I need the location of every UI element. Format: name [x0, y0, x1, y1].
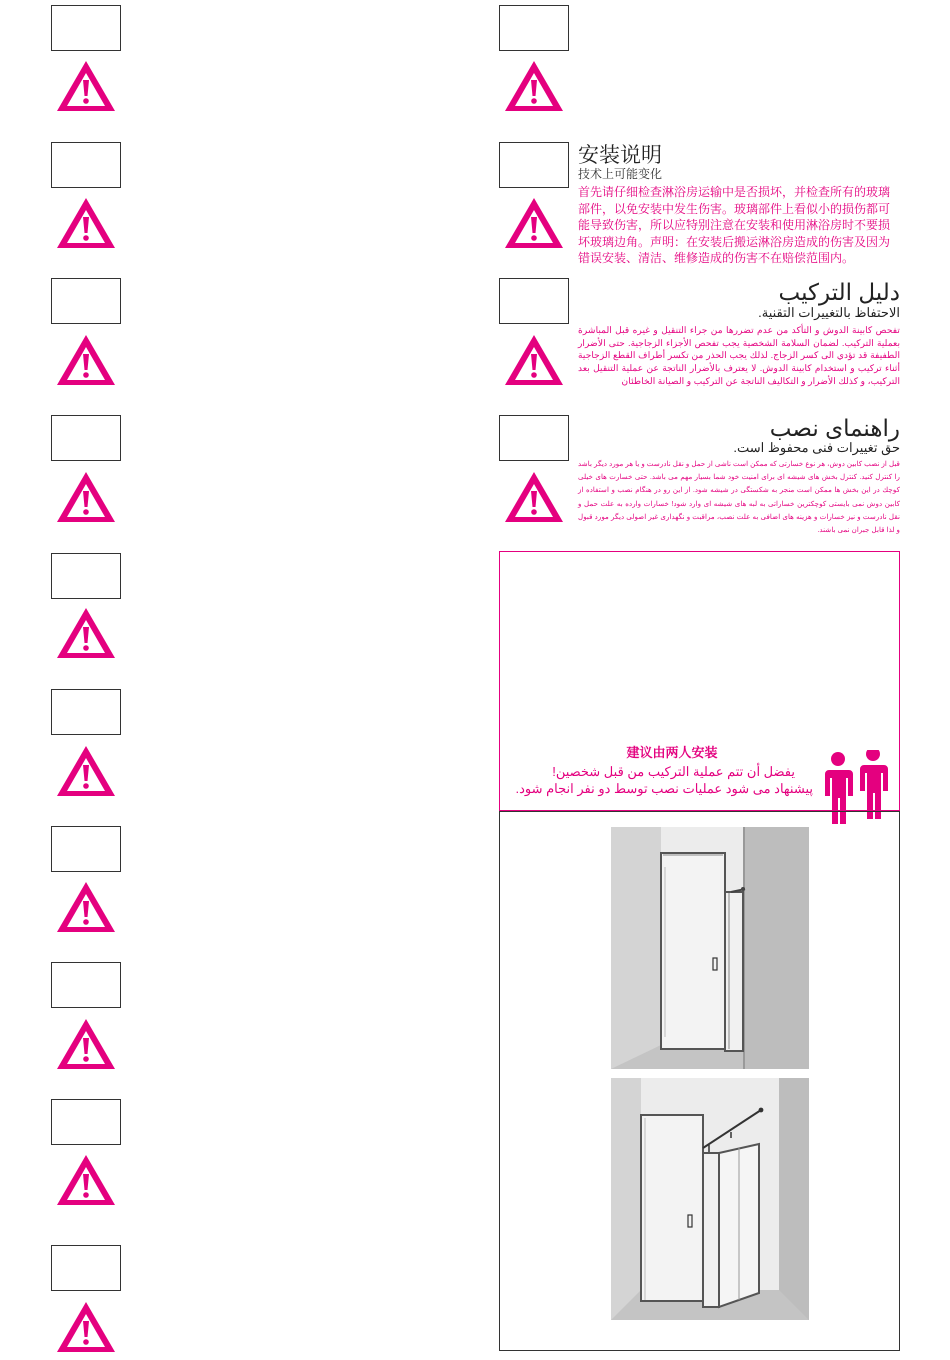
- two-person-chinese: 建议由两人安装: [626, 746, 718, 761]
- persian-title: راهنمای نصب: [769, 415, 900, 441]
- language-box: [51, 553, 121, 599]
- chinese-body: 首先请仔细检查淋浴房运输中是否损坏，并检查所有的玻璃部件，以免安装中发生伤害。玻璃部件上看似小的损伤都可能导致伤害，所以应特别注意在安装和使用淋浴房时不要损坏玻璃边角。声明：在安装后搬运淋浴房造成的伤害及因为错误安装、清洁、维修造成的伤害不在赔偿范围内。: [578, 185, 891, 265]
- corner-shower-illustration: [611, 1078, 809, 1324]
- chinese-title: 安装说明: [578, 143, 662, 167]
- chinese-subtitle: 技术上可能变化: [578, 167, 663, 181]
- arabic-section: [578, 280, 900, 388]
- persian-section: [578, 416, 900, 536]
- two-person-text: [493, 745, 813, 797]
- warning-icon: [502, 195, 566, 251]
- warning-icon: [54, 605, 118, 661]
- language-box: [51, 689, 121, 735]
- language-box: [51, 826, 121, 872]
- warning-icon: [502, 332, 566, 388]
- warning-icon: [54, 195, 118, 251]
- chinese-section: [578, 143, 900, 267]
- warning-icon: [54, 1299, 118, 1355]
- warning-icon: [54, 1016, 118, 1072]
- language-box: [51, 142, 121, 188]
- warning-icon: [54, 332, 118, 388]
- language-box: [51, 415, 121, 461]
- language-box: [499, 415, 569, 461]
- shower-door-illustration: [611, 827, 809, 1073]
- language-box: [51, 278, 121, 324]
- language-box: [51, 5, 121, 51]
- two-person-notice: [499, 551, 900, 811]
- language-box: [499, 278, 569, 324]
- two-person-arabic: يفضل أن تتم عملية التركيب من قبل شخصين!: [552, 764, 795, 779]
- arabic-subtitle: الاحتفاظ بالتغييرات التقنية.: [758, 305, 900, 320]
- arabic-title: دليل التركيب: [778, 279, 900, 305]
- illustrations-frame: [499, 811, 900, 1351]
- warning-icon: [54, 469, 118, 525]
- language-box: [499, 5, 569, 51]
- warning-icon: [54, 1152, 118, 1208]
- language-box: [51, 962, 121, 1008]
- language-box: [499, 142, 569, 188]
- language-box: [51, 1245, 121, 1291]
- arabic-body: تفحص كابينة الدوش و التأكد من عدم تضررها من جراء التنقيل و غيره قبل المباشرة بعملية التركيب. لضمان السلامة الشخصية يجب تفحص الأجزاء الزجاجية. حتى الأضرار الطفيفة قد تؤدي الى كسر الزجاج. لذلك يجب الحذر من تكسر أطراف القطع الزجاجية أثناء تركيب و استخدام كابينة الدوش. لا يعترف بالأضرار الناتجة عن عملية التنقيل بعد التركيب، و كذلك الأضرار و التكاليف الناتجة عن التركيب و الصيانة الخاطئان: [578, 325, 900, 386]
- two-person-persian: پيشنهاد می شود عمليات نصب توسط دو نفر انجام شود.: [515, 781, 813, 796]
- warning-icon: [54, 879, 118, 935]
- language-box: [51, 1099, 121, 1145]
- warning-icon: [502, 58, 566, 114]
- warning-icon: [502, 469, 566, 525]
- persian-body: قبل از نصب كابين دوش، هر نوع خسارتی كه ممكن است ناشی از حمل و نقل نادرست و يا هر مورد ديگر باشد را كنترل كنيد. كنترل بخش های شيشه ای برای امنيت خود شما بسيار مهم می باشد. حتی خسارت های خيلی كوچك در اين بخش ها ممكن است منجر به شكستگی در شيشه شود. از اين رو در هنگام نصب و استفاده از كابين دوش نمی بايستی كوچكترين خساراتی به لبه های شيشه ای وارد شود! خسارات وارده به علت حمل و نقل نادرست و نيز خسارات و هزينه های اضافی به علت نصب، مراقبت و نگهداری غير اصولی ديگر مورد قبول و لذا قابل جبران نمی باشند.: [578, 459, 900, 535]
- warning-icon: [54, 58, 118, 114]
- warning-icon: [54, 743, 118, 799]
- persian-subtitle: حق تغییرات فنی محفوظ است.: [733, 440, 900, 455]
